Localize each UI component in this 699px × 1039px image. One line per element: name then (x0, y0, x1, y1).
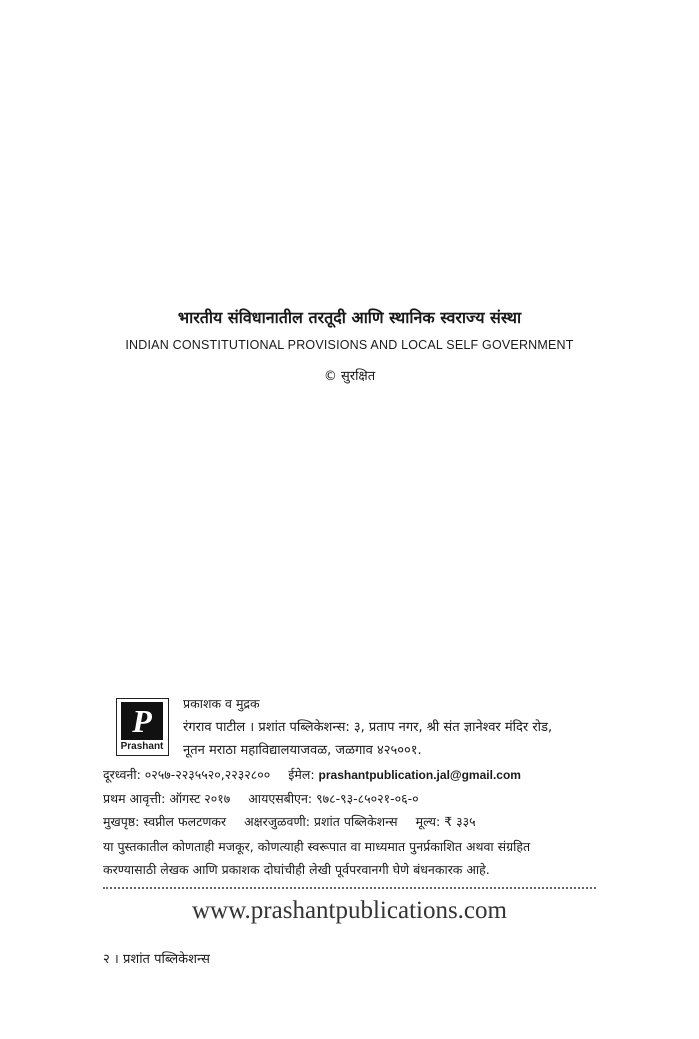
publisher-label: प्रकाशक व मुद्रक (183, 696, 260, 711)
email-address: prashantpublication.jal@gmail.com (318, 768, 521, 782)
edition-line (103, 790, 419, 807)
publisher-logo-icon (121, 702, 163, 740)
divider (103, 887, 596, 889)
typesetting-credit: अक्षरजुळवणी: प्रशांत पब्लिकेशन्स (244, 814, 398, 829)
page-footer: २ । प्रशांत पब्लिकेशन्स (103, 952, 210, 967)
logo-mark-letter: P (132, 703, 152, 739)
website-url[interactable]: www.prashantpublications.com (192, 897, 507, 924)
copyright-notice: © सुरक्षित (323, 369, 376, 384)
first-edition: प्रथम आवृत्ती: ऑगस्ट २०१७ (103, 791, 231, 806)
publisher-logo (116, 698, 169, 756)
notice-line-2: करण्यासाठी लेखक आणि प्रकाशक दोघांचीही लेखी पूर्वपरवानगी घेणे बंधनकारक आहे. (103, 862, 490, 877)
phone-number: दूरध्वनी: ०२५७-२२३५५२०,२२३२८०० (103, 767, 271, 782)
price: मूल्य: ₹ ३३५ (415, 814, 476, 829)
cover-credit: मुखपृष्ठ: स्वप्नील फलटणकर (103, 814, 227, 829)
email-label: ईमेल: (288, 767, 315, 782)
notice-line-1: या पुस्तकातील कोणताही मजकूर, कोणत्याही स्वरूपात वा माध्यमात पुनर्प्रकाशित अथवा संग्रहित (103, 839, 531, 854)
isbn: आयएसबीएन: ९७८-९३-८५०२१-०६-० (248, 791, 419, 806)
book-title-english: INDIAN CONSTITUTIONAL PROVISIONS AND LOCAL SELF GOVERNMENT (125, 338, 574, 352)
publisher-address-line-2: नूतन मराठा महाविद्यालयाजवळ, जळगाव ४२५००१. (183, 743, 422, 758)
credits-line (103, 813, 476, 830)
contact-line (103, 766, 521, 783)
book-title-marathi: भारतीय संविधानातील तरतूदी आणि स्थानिक स्वराज्य संस्था (177, 308, 522, 327)
publisher-address-line-1: रंगराव पाटील । प्रशांत पब्लिकेशन्स: ३, प्रताप नगर, श्री संत ज्ञानेश्वर मंदिर रोड, (183, 720, 553, 735)
logo-wordmark: Prashant (120, 741, 164, 752)
